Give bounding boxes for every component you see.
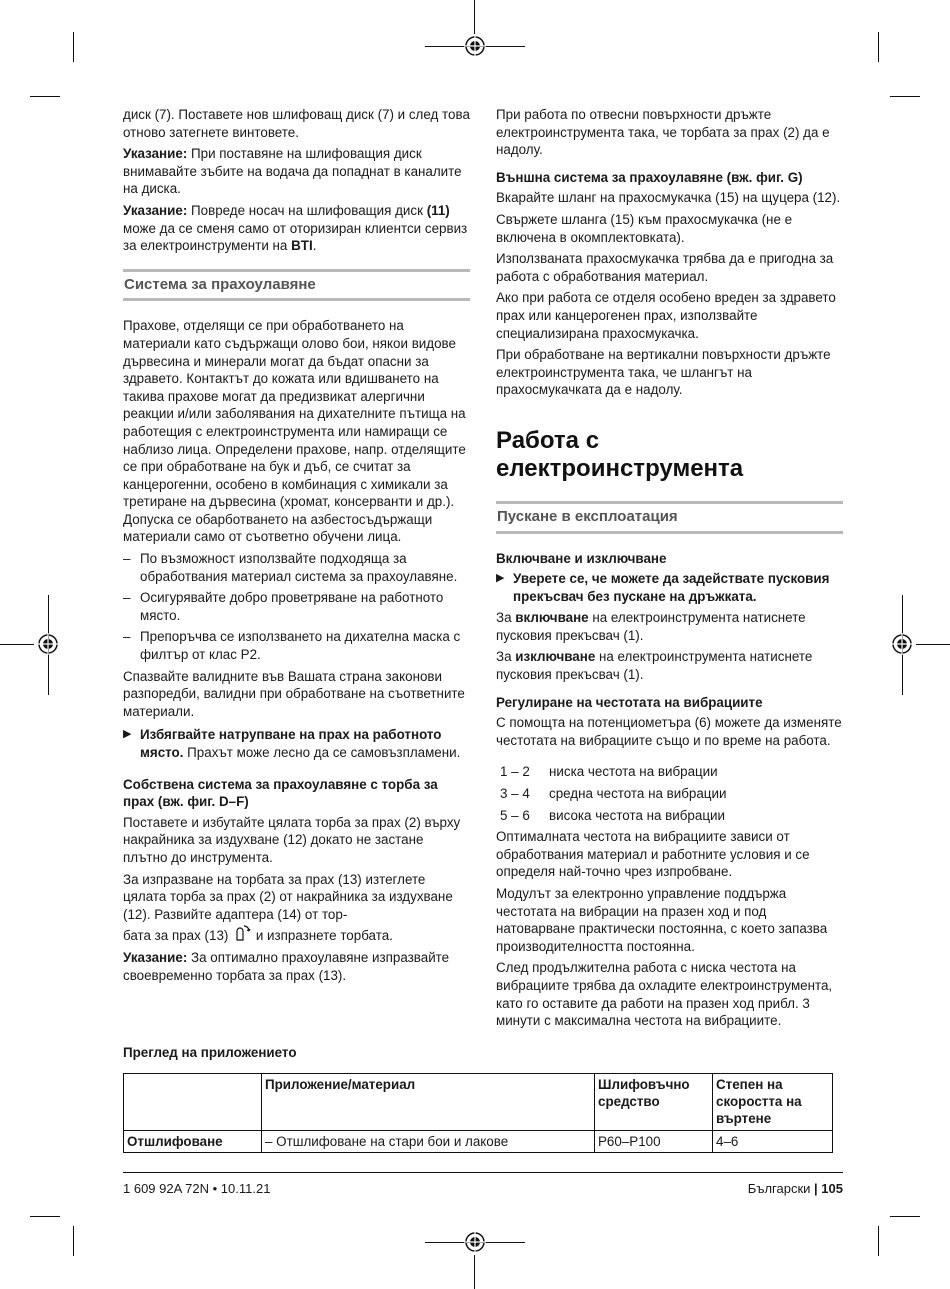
table-row bbox=[124, 1131, 833, 1153]
crop-mark bbox=[890, 1216, 920, 1217]
paragraph-text: За изпразване на торбата за прах (13) изтеглете цялата торба за прах (2) от накрайника за издухване (12). Развийте адаптера (14) от тор- bbox=[123, 871, 453, 922]
section-heading: Система за прахоулавяне bbox=[123, 269, 470, 302]
list-item-text: По възможност използвайте подходяща за обработвания материал система за прахоулавяне. bbox=[140, 551, 458, 584]
paragraph bbox=[123, 871, 470, 945]
paragraph-text: на електроинструмента натиснете пусковия прекъсвач (1). bbox=[496, 649, 813, 683]
crop-mark bbox=[890, 96, 920, 97]
part-number: (11) bbox=[426, 202, 450, 218]
table-cell: P60–P100 bbox=[595, 1131, 713, 1153]
crop-mark bbox=[878, 32, 879, 62]
registration-mark-icon bbox=[464, 1231, 486, 1253]
crop-mark bbox=[0, 644, 34, 645]
paragraph: Използваната прахосмукачка трябва да е пригодна за работа с обработвания материал. bbox=[496, 251, 834, 284]
warning-bold: Избягвайте натрупване на прах на работното място. bbox=[140, 727, 442, 760]
footer-rule bbox=[123, 1172, 843, 1173]
paragraph: Модулът за електронно управление поддържа честотата на вибрации на празен ход и под натоварване практически постоянна, с което запазва производителността постоянна. bbox=[496, 886, 828, 954]
paragraph: Прахове, отделящи се при обработването на материали като съдържащи олово бои, някои видове дървесина и минерали могат да бъдат опасни за здравето. Контактът до кожата или вдишването на такива прахове могат да предизвикат алергични реакции и/или заболявания на дихателните пътища на работещия с електроинструмента или намиращи се наблизо лица. Определени прахове, напр. отделящите се при обработване на бук и дъб, се считат за канцерогенни, особено в комбинация с химикали за третиране на дървесина (хромат, консерванти и др.). Допуска се обарботването на азбестосъдържащи материали само от съответно обучени лица. bbox=[123, 318, 466, 545]
table-header: Приложение/материал bbox=[262, 1074, 595, 1131]
document-code: 1 609 92A 72N • 10.11.21 bbox=[123, 1181, 271, 1196]
list-item-text: Препоръчва се използването на дихателна маска с филтър от клас P2. bbox=[140, 629, 461, 663]
crop-mark bbox=[916, 644, 950, 645]
frequency-label: ниска честота на вибрации bbox=[549, 764, 718, 780]
paragraph-text: За bbox=[496, 649, 516, 665]
list-item: – По възможност използвайте подходяща за обработвания материал система за прахоулавяне. bbox=[123, 551, 458, 584]
table-header bbox=[124, 1074, 262, 1131]
crop-mark bbox=[474, 1255, 475, 1289]
paragraph-text: на електроинструмента натиснете пусковия прекъсвач (1). bbox=[496, 610, 806, 643]
paragraph: Поставете и избутайте цялата торба за прах (2) върху накрайника за издухване (12) докато не застане плътно до инструмента. bbox=[123, 814, 461, 865]
registration-mark-icon bbox=[37, 633, 59, 655]
frequency-label: средна честота на вибрации bbox=[549, 786, 727, 802]
application-table bbox=[123, 1073, 833, 1153]
paragraph: При обработване на вертикални повърхности дръжте електроинструмента така, че шлангът на прахосмукачката да е надолу. bbox=[496, 347, 831, 398]
note-text: може да се сменя само от оторизиран клиентси сервиз за електроинструменти на bbox=[123, 220, 468, 254]
left-column bbox=[123, 106, 470, 988]
paragraph: Ако при работа се отделя особено вреден за здравето прах или канцерогенен прах, използвайте специализирана прахосмукачка. bbox=[496, 290, 836, 341]
paragraph: При работа по отвесни повърхности дръжте електроинструмента така, че торбата за прах (2) да е надолу. bbox=[496, 107, 830, 158]
triangle-right-icon: ▶ bbox=[496, 572, 505, 585]
paragraph: диск (7). Поставете нов шлифоващ диск (7) и след това отново затегнете винтовете. bbox=[123, 107, 470, 140]
note bbox=[123, 202, 470, 255]
table-cell: 4–6 bbox=[713, 1131, 833, 1153]
frequency-range: 1 – 2 bbox=[500, 764, 530, 780]
frequency-label: висока честота на вибрации bbox=[549, 807, 725, 823]
frequency-row bbox=[500, 785, 843, 803]
emphasis: включване bbox=[515, 610, 589, 626]
note bbox=[123, 949, 470, 984]
crop-mark bbox=[474, 0, 475, 34]
paragraph: Оптималната честота на вибрациите зависи от обработвания материал и работните условия и се определя най-точно чрез изпробване. bbox=[496, 829, 810, 880]
paragraph: След продължителна работа с ниска честота на вибрациите трябва да охладите електроинструмента, като го оставите да работи на празен ход прибл. 3 минути с максимална честота на вибрациите. bbox=[496, 960, 833, 1029]
registration-mark-icon bbox=[464, 35, 486, 57]
crop-mark bbox=[73, 32, 74, 62]
note-text: . bbox=[312, 238, 317, 254]
right-column bbox=[496, 106, 843, 1034]
paragraph bbox=[496, 648, 843, 683]
subheading: Външна система за прахоулавяне (вж. фиг. G) bbox=[496, 169, 803, 185]
subheading: Регулиране на честотата на вибрациите bbox=[496, 694, 763, 710]
section-heading: Пускане в експлоатация bbox=[496, 501, 843, 534]
footer-language: Български bbox=[747, 1181, 811, 1196]
paragraph: Свържете шланга (15) към прахосмукачка (не е включена в окомплектовката). bbox=[496, 211, 793, 245]
table-caption: Преглед на приложението bbox=[123, 1045, 297, 1060]
paragraph: С помощта на потенциометъра (6) можете да изменяте честотата на вибрациите също и по време на работа. bbox=[496, 715, 842, 748]
warning-text: Прахът може лесно да се самовъзпламени. bbox=[183, 745, 461, 760]
table-cell: Отшлифоване bbox=[124, 1131, 262, 1153]
paragraph-text: бата за прах (13) bbox=[123, 928, 229, 944]
warning-item bbox=[496, 570, 843, 605]
frequency-range: 3 – 4 bbox=[500, 786, 530, 802]
list-item: – Осигурявайте добро проветряване на работното място. bbox=[123, 590, 444, 623]
frequency-row bbox=[500, 763, 843, 781]
paragraph bbox=[496, 609, 843, 644]
page-number: 105 bbox=[821, 1181, 843, 1196]
paragraph: Спазвайте валидните във Вашата страна законови разпоредби, валидни при обработване на съответните материали. bbox=[123, 668, 465, 719]
table-cell: – Отшлифоване на стари бои и лакове bbox=[262, 1131, 595, 1153]
table-header: Степен на скоростта на въртене bbox=[713, 1074, 833, 1131]
brand-name: BTI bbox=[291, 238, 313, 254]
paragraph: Вкарайте шланг на прахосмукачка (15) на щуцера (12). bbox=[496, 190, 841, 206]
triangle-right-icon: ▶ bbox=[123, 728, 132, 741]
list-item: – Препоръчва се използването на дихателна маска с филтър от клас P2. bbox=[123, 629, 461, 663]
subheading: Собствена система за прахоулавяне с торба за прах (вж. фиг. D–F) bbox=[123, 776, 438, 810]
note-label: Указание: bbox=[123, 949, 188, 965]
note-text: За оптимално прахоулавяне изпразвайте своевременно торбата за прах (13). bbox=[123, 949, 450, 983]
chapter-title: Работа с електроинструмента bbox=[496, 426, 744, 482]
unscrew-rotate-icon bbox=[232, 923, 252, 943]
crop-mark bbox=[878, 1226, 879, 1256]
crop-mark bbox=[30, 96, 60, 97]
warning-item bbox=[123, 726, 470, 761]
table-header: Шлифовъчно средство bbox=[595, 1074, 713, 1131]
crop-mark bbox=[30, 1216, 60, 1217]
emphasis: изключване bbox=[515, 649, 596, 665]
subheading: Включване и изключване bbox=[496, 550, 667, 566]
frequency-range: 5 – 6 bbox=[500, 807, 530, 823]
note-text: При поставяне на шлифоващия диск внимавайте зъбите на водача да попаднат в каналите на диска. bbox=[123, 146, 462, 197]
paragraph-text: и изпразнете торбата. bbox=[252, 928, 393, 944]
crop-mark bbox=[73, 1226, 74, 1256]
page-footer-right bbox=[748, 1180, 843, 1198]
frequency-row bbox=[500, 807, 843, 825]
note-text: Повреде носач на шлифоващия диск bbox=[187, 202, 427, 218]
list-item-text: Осигурявайте добро проветряване на работното място. bbox=[140, 590, 444, 623]
note-label: Указание: bbox=[123, 146, 188, 162]
note-label: Указание: bbox=[123, 202, 188, 218]
note bbox=[123, 145, 470, 198]
warning-bold: Уверете се, че можете да задействате пусковия прекъсвач без пускане на дръжката. bbox=[513, 571, 830, 604]
table-header-row bbox=[124, 1074, 833, 1131]
paragraph-text: За bbox=[496, 610, 516, 626]
registration-mark-icon bbox=[891, 633, 913, 655]
footer-separator: | bbox=[814, 1181, 818, 1196]
